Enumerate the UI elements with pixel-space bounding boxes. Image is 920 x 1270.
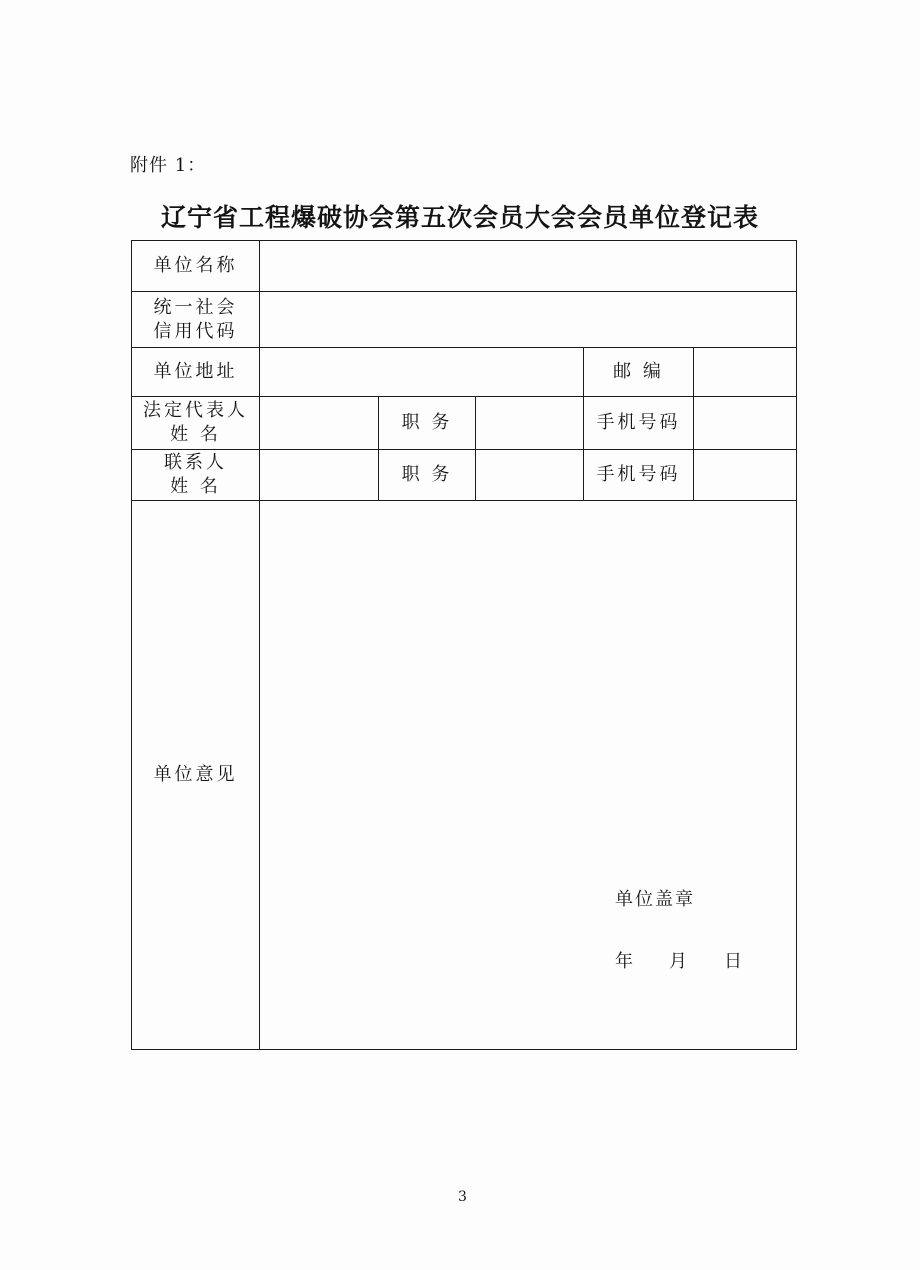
contact-mobile-field[interactable] [694,450,797,501]
legal-rep-label-line-2: 姓 名 [170,424,221,445]
address-field[interactable] [260,348,584,397]
postcode-label-text: 邮 编 [613,361,664,382]
legal-rep-mobile-label-text: 手机号码 [596,412,681,433]
unit-name-field[interactable] [260,241,797,292]
seal-label: 单位盖章 [615,889,695,910]
legal-rep-mobile-label [584,397,694,450]
contact-position-label-text: 职 务 [401,464,453,485]
unit-name-label [132,241,260,292]
date-day-label: 日 [724,951,745,972]
address-label [132,348,260,397]
date-year-label: 年 [615,951,636,972]
legal-rep-position-field[interactable] [476,397,584,450]
legal-rep-mobile-field[interactable] [694,397,797,450]
contact-mobile-label [584,450,694,501]
opinion-label [132,501,260,1050]
contact-position-label [379,450,476,501]
credit-code-label-line-2: 信用代码 [153,320,238,342]
unit-name-label-text: 单位名称 [153,255,238,276]
row-credit-code [132,292,797,348]
legal-rep-position-label [379,397,476,450]
row-legal-representative [132,397,797,450]
row-unit-name [132,241,797,292]
address-label-text: 单位地址 [153,361,238,382]
postcode-field[interactable] [694,348,797,397]
contact-label [132,450,260,501]
credit-code-label-line-1: 统一社会 [153,296,238,318]
contact-label-line-1: 联系人 [164,452,227,473]
credit-code-label [132,292,260,348]
page-number: 3 [458,1189,467,1205]
legal-rep-label-line-1: 法定代表人 [143,400,248,421]
contact-label-line-2: 姓 名 [170,476,221,497]
form-title: 辽宁省工程爆破协会第五次会员大会会员单位登记表 [160,203,759,232]
row-unit-opinion [132,501,797,1050]
registration-form-table [131,240,797,1050]
row-contact-person [132,450,797,501]
row-address [132,348,797,397]
contact-mobile-label-text: 手机号码 [596,464,681,485]
date-month-label: 月 [669,951,690,972]
legal-rep-label [132,397,260,450]
contact-name-field[interactable] [260,450,379,501]
opinion-label-text: 单位意见 [153,764,238,785]
legal-rep-position-label-text: 职 务 [401,412,453,433]
contact-position-field[interactable] [476,450,584,501]
credit-code-field[interactable] [260,292,797,348]
opinion-field[interactable] [260,501,797,1050]
legal-rep-name-field[interactable] [260,397,379,450]
attachment-label: 附件 1： [130,155,207,176]
postcode-label [584,348,694,397]
